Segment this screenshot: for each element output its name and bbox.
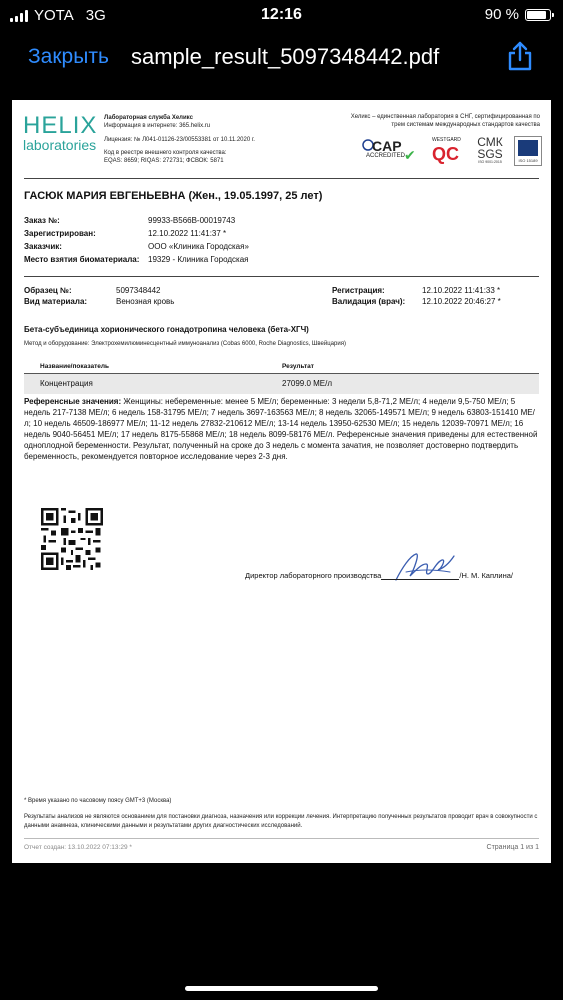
material-value: Венозная кровь (116, 297, 175, 306)
status-bar (0, 0, 563, 32)
battery-icon (525, 9, 551, 21)
col-result-header: Результат (282, 363, 314, 370)
network-label: 3G (85, 7, 106, 24)
reference-label: Референсные значения: (24, 397, 122, 406)
sgs-label: SGS (477, 147, 503, 161)
disclaimer: Результаты анализов не являются основанием для постановки диагноза, назначения или коррекции лечения. Интерпретацию полученных результатов проводит врач в совокупности с данными анамнеза, клиническими данными и результатами других диагностических исследований. (24, 814, 538, 829)
place-label: Место взятия биоматериала: (24, 255, 140, 264)
registry-label: Код в реестре внешнего контроля качества: (104, 150, 227, 156)
pdf-page[interactable] (12, 100, 551, 863)
validation-label: Валидация (врач): (332, 297, 406, 306)
order-block (24, 214, 524, 268)
smk-label: СМК (477, 135, 503, 149)
result-name: Концентрация (40, 379, 93, 388)
registration-value: 12.10.2022 11:41:33 * (422, 286, 501, 295)
result-value: 27099.0 МЕ/л (282, 379, 333, 388)
header-divider (24, 178, 539, 179)
test-method: Метод и оборудование: Электрохемилюминесцентный иммуноанализ (Cobas 6000, Roche Diagnostics, Швейцария) (24, 341, 346, 347)
logo-helix: HELIX (23, 112, 98, 139)
order-divider (24, 276, 539, 277)
table-row (24, 374, 539, 394)
order-label: Заказ №: (24, 216, 60, 225)
customer-value: ООО «Клиника Городская» (148, 242, 249, 251)
place-value: 19329 - Клиника Городская (148, 255, 249, 264)
director-label: Директор лабораторного производства (245, 571, 382, 580)
lab-info (104, 114, 255, 165)
nav-bar (0, 36, 563, 80)
battery-percent: 90 % (484, 6, 519, 23)
results-table-header (24, 360, 539, 374)
material-label: Вид материала: (24, 297, 88, 306)
validation-value: 12.10.2022 20:46:27 * (422, 297, 501, 306)
westgard-label: WESTGARD (432, 137, 461, 143)
cap-accredited-logo (362, 137, 422, 165)
close-button[interactable]: Закрыть (28, 45, 109, 68)
badge-label: ISO 15189 (518, 158, 538, 163)
logo-laboratories: laboratories (23, 137, 97, 153)
qr-code-icon (41, 508, 103, 570)
col-name-header: Название/показатель (40, 363, 110, 370)
director-name: /Н. М. Каплина/ (459, 571, 514, 580)
certificates (362, 135, 542, 167)
report-created: Отчет создан: 13.10.2022 07:13:29 * (24, 844, 132, 851)
certificate-badge (514, 136, 542, 166)
iso-label: ISO 9001:2015 (478, 160, 502, 164)
reference-text: Женщины: небеременные: менее 5 МЕ/л; беременные: 3 недели 5,8-71,2 МЕ/л; 4 недели 9,5-750 МЕ/л; 5 недель 217-7138 МЕ/л; 6 недель 158-31795 МЕ/л; 7 недель 3697-163563 МЕ/л; 8 недель 32065-149571 МЕ/л; 9 недель 63803-151410 МЕ/л; 10 недель 46509-186977 МЕ/л; 11-12 недель 27832-210612 МЕ/л; 13-14 недель 13950-62530 МЕ/л; 15 недель 12039-70971 МЕ/л; 16 недель 9040-56451 МЕ/л; 17 недель 8175-55868 МЕ/л; 18 недель 8099-58176 МЕ/л. Референсные значения приведены для естественной одноплодной беременности. Результат, полученный на сроке до 3 недель с момента зачатия, не позволяет достоверно подтвердить беременность, рекомендуется повторное исследование через 2-3 дня. (24, 397, 538, 461)
qc-label: QC (432, 144, 459, 164)
westgard-qc-logo (428, 137, 466, 165)
cap-label: CAP (372, 138, 402, 154)
home-indicator[interactable] (185, 986, 378, 991)
timezone-note: * Время указано по часовому поясу GMT+3 (Москва) (24, 798, 172, 804)
page-number: Страница 1 из 1 (486, 844, 539, 851)
sample-block (24, 284, 539, 312)
customer-label: Заказчик: (24, 242, 62, 251)
signature-line (381, 572, 459, 580)
footer-divider (24, 838, 539, 839)
cap-accredited-label: ACCREDITED (366, 153, 406, 159)
director-signoff (245, 571, 513, 580)
order-value: 99933-B566B-00019743 (148, 216, 236, 225)
test-title: Бета-субъединица хорионического гонадотропина человека (бета-ХГЧ) (24, 325, 309, 334)
registration-label: Регистрация: (332, 286, 385, 295)
reference-values (24, 396, 540, 462)
registry-codes: EQAS: 8659; RIQAS: 272731; ФСВОК: 5871 (104, 158, 224, 164)
carrier-label: YOTA (34, 7, 74, 24)
registered-label: Зарегистрирован: (24, 229, 96, 238)
lab-license: Лицензия: № Л041-01126-23/00553381 от 10.11.2020 г. (104, 137, 255, 143)
check-icon: ✔ (404, 147, 416, 163)
patient-name: ГАСЮК МАРИЯ ЕВГЕНЬЕВНА (Жен., 19.05.1997, 25 лет) (24, 190, 323, 202)
lab-web: Информация в интернете: 365.helix.ru (104, 123, 211, 129)
sample-label: Образец №: (24, 286, 72, 295)
battery-fill (527, 11, 546, 19)
smk-sgs-logo (472, 136, 508, 166)
sample-value: 5097348442 (116, 286, 161, 295)
file-title: sample_result_5097348442.pdf (131, 44, 440, 69)
helix-logo (23, 114, 97, 152)
registered-value: 12.10.2022 11:41:37 * (148, 229, 227, 238)
clock: 12:16 (261, 6, 302, 23)
lab-name: Лабораторная служба Хеликс (104, 115, 193, 121)
share-icon[interactable] (505, 40, 535, 72)
status-right (485, 6, 551, 23)
cert-text: Хеликс – единственная лаборатория в СНГ, сертифицированная по трем системам международных стандартов качества (350, 114, 540, 128)
